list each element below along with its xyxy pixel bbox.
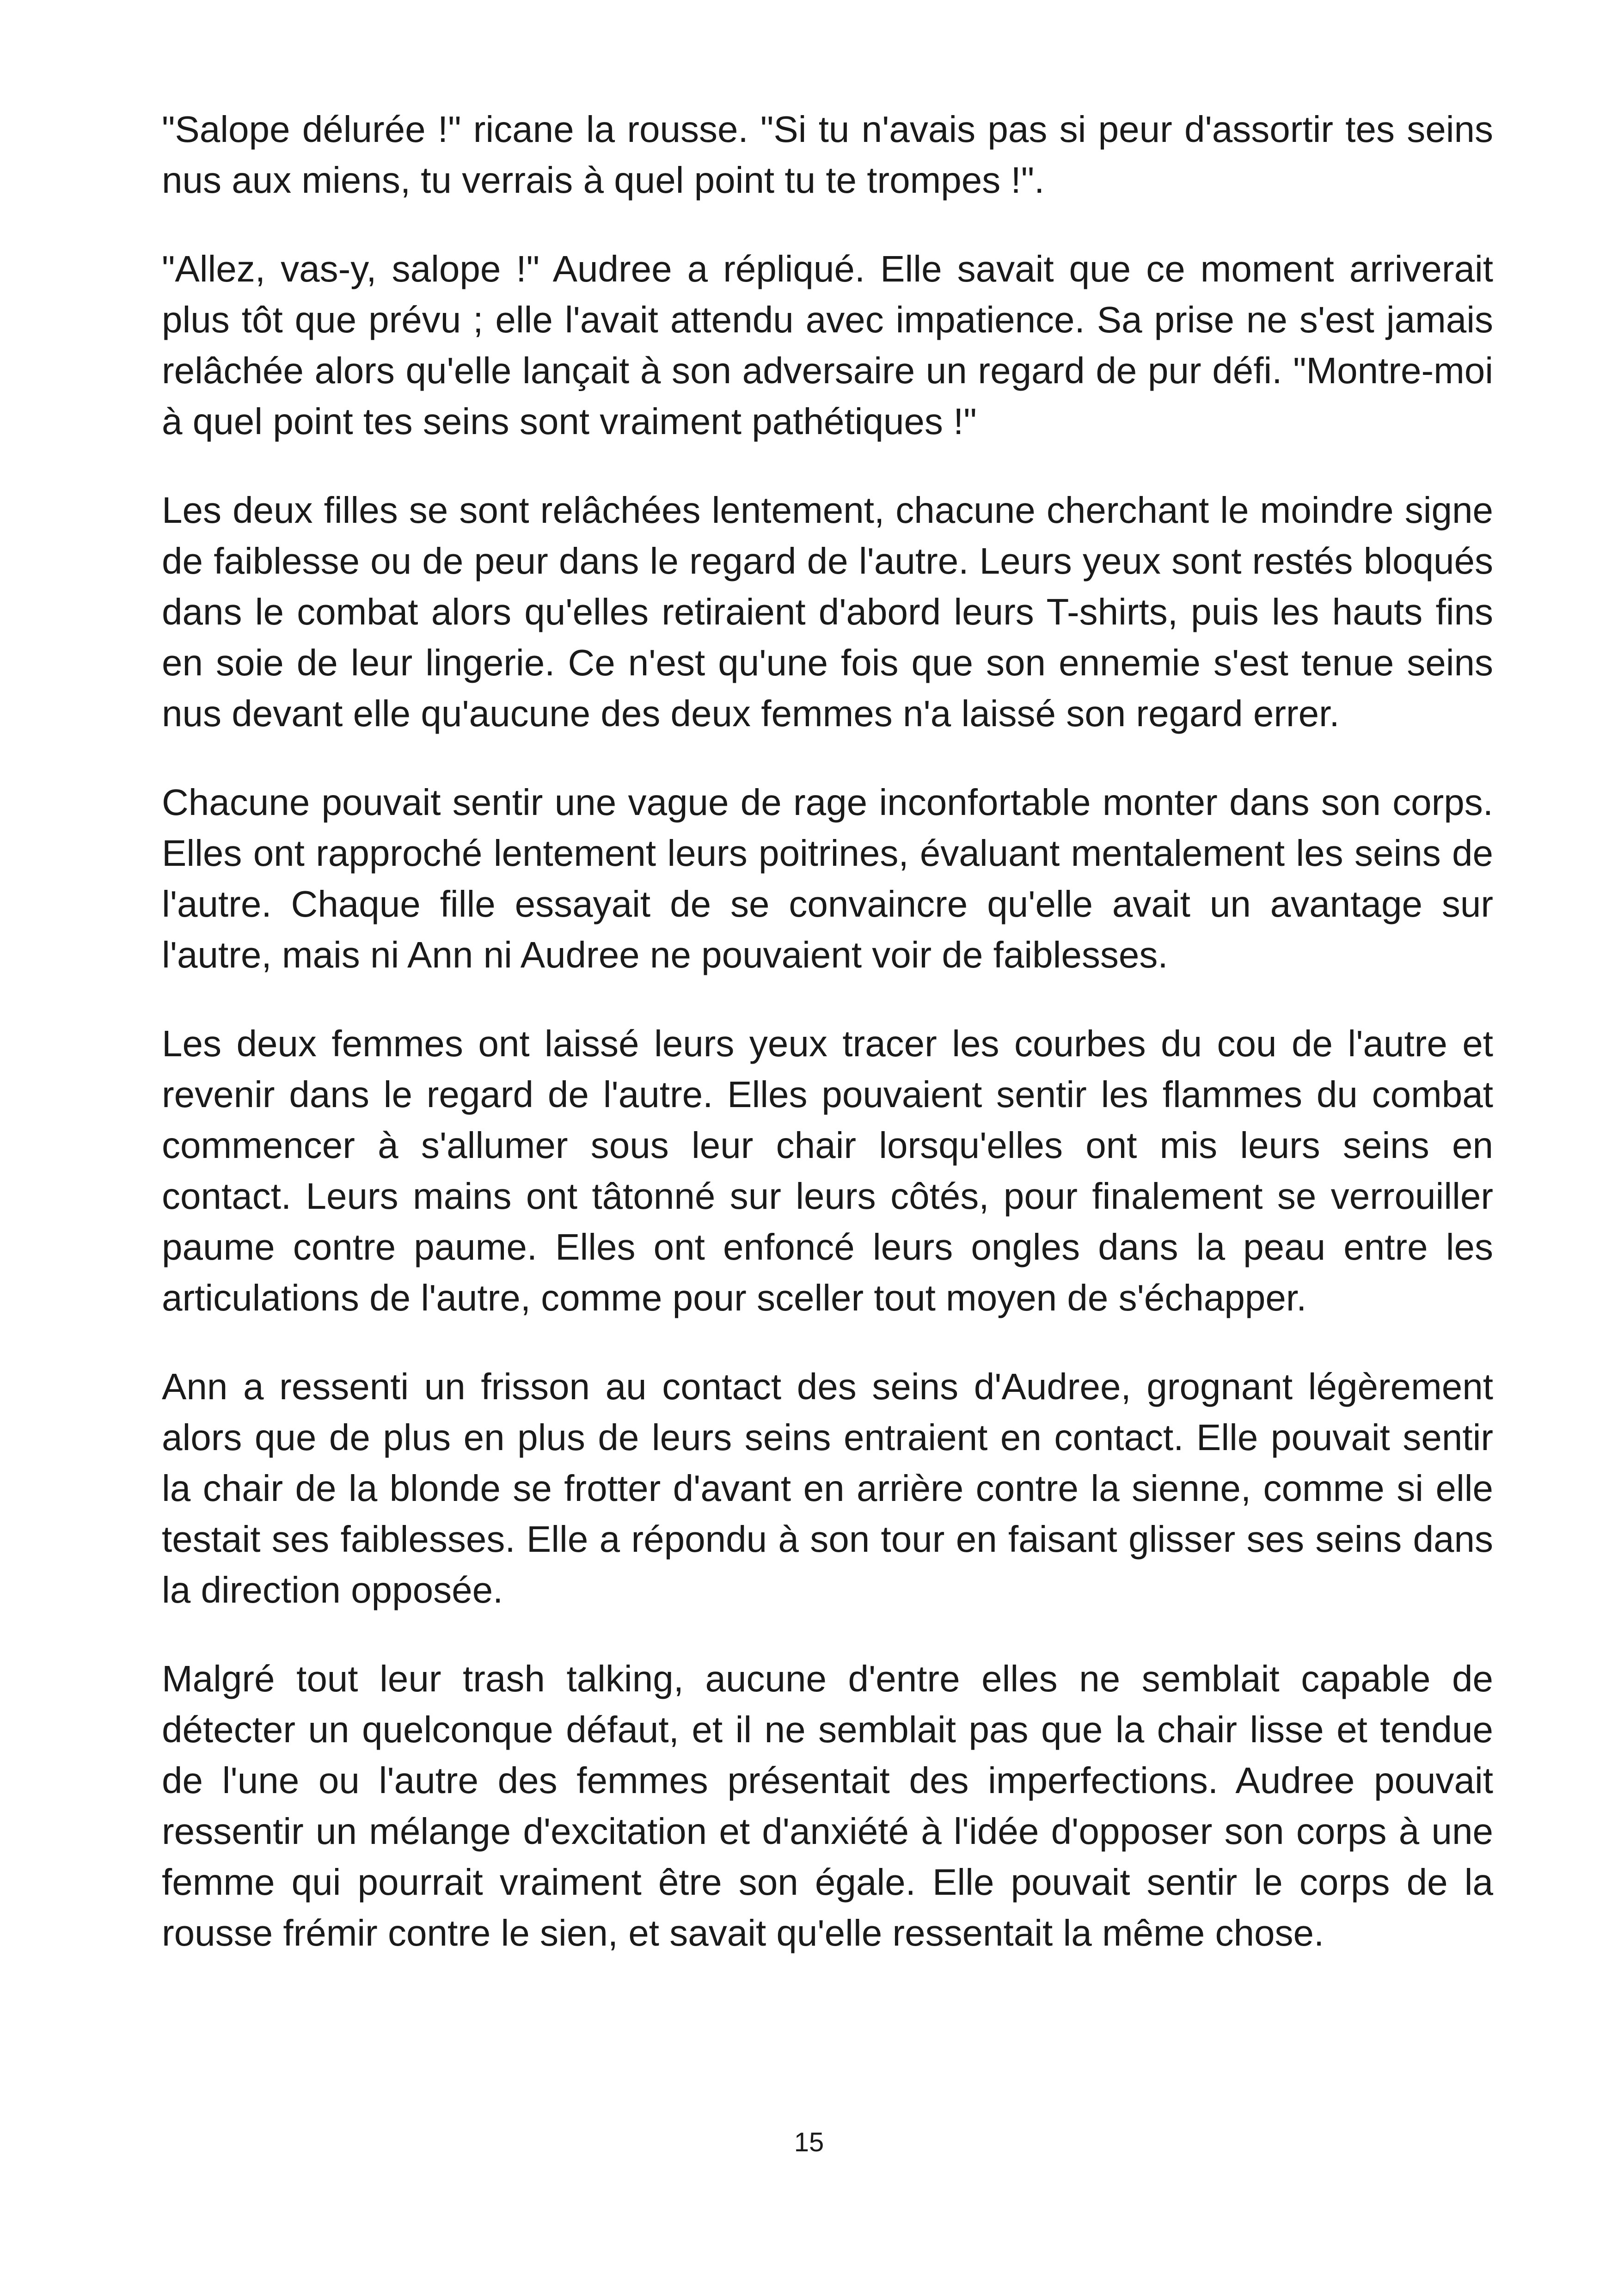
paragraph-1: "Salope délurée !" ricane la rousse. "Si tu n'avais pas si peur d'assortir tes seins nus aux miens, tu verrais à quel point tu te trompes !". (162, 109, 1493, 201)
paragraph-4: Chacune pouvait sentir une vague de rage inconfortable monter dans son corps. Elles ont rapproché lentement leurs poitrines, évaluant mentalement les seins de l'autre. Chaque fille essayait de se convaincre qu'elle avait un avantage sur l'autre, mais ni Ann ni Audree ne pouvaient voir de faiblesses. (162, 782, 1493, 975)
paragraph-3: Les deux filles se sont relâchées lentement, chacune cherchant le moindre signe de faiblesse ou de peur dans le regard de l'autre. Leurs yeux sont restés bloqués dans le combat alors qu'elles retiraient d'abord leurs T-shirts, puis les hauts fins en soie de leur lingerie. Ce n'est qu'une fois que son ennemie s'est tenue seins nus devant elle qu'aucune des deux femmes n'a laissé son regard errer. (162, 490, 1493, 734)
paragraph-7: Malgré tout leur trash talking, aucune d'entre elles ne semblait capable de détecter un quelconque défaut, et il ne semblait pas que la chair lisse et tendue de l'une ou l'autre des femmes présentait des imperfections. Audree pouvait ressentir un mélange d'excitation et d'anxiété à l'idée d'opposer son corps à une femme qui pourrait vraiment être son égale. Elle pouvait sentir le corps de la rousse frémir contre le sien, et savait qu'elle ressentait la même chose. (162, 1658, 1493, 1953)
paragraph-5: Les deux femmes ont laissé leurs yeux tracer les courbes du cou de l'autre et revenir dans le regard de l'autre. Elles pouvaient sentir les flammes du combat commencer à s'allumer sous leur chair lorsqu'elles ont mis leurs seins en contact. Leurs mains ont tâtonné sur leurs côtés, pour finalement se verrouiller paume contre paume. Elles ont enfoncé leurs ongles dans la peau entre les articulations de l'autre, comme pour sceller tout moyen de s'échapper. (162, 1023, 1493, 1318)
paragraph-2: "Allez, vas-y, salope !" Audree a répliqué. Elle savait que ce moment arriverait plus tôt que prévu ; elle l'avait attendu avec impatience. Sa prise ne s'est jamais relâchée alors qu'elle lançait à son adversaire un regard de pur défi. "Montre-moi à quel point tes seins sont vraiment pathétiques !" (162, 248, 1493, 442)
page-body (162, 104, 1493, 1996)
paragraph-6: Ann a ressenti un frisson au contact des seins d'Audree, grognant légèrement alors que de plus en plus de leurs seins entraient en contact. Elle pouvait sentir la chair de la blonde se frotter d'avant en arrière contre la sienne, comme si elle testait ses faiblesses. Elle a répondu à son tour en faisant glisser ses seins dans la direction opposée. (162, 1366, 1493, 1610)
page-number: 15 (794, 2127, 824, 2157)
